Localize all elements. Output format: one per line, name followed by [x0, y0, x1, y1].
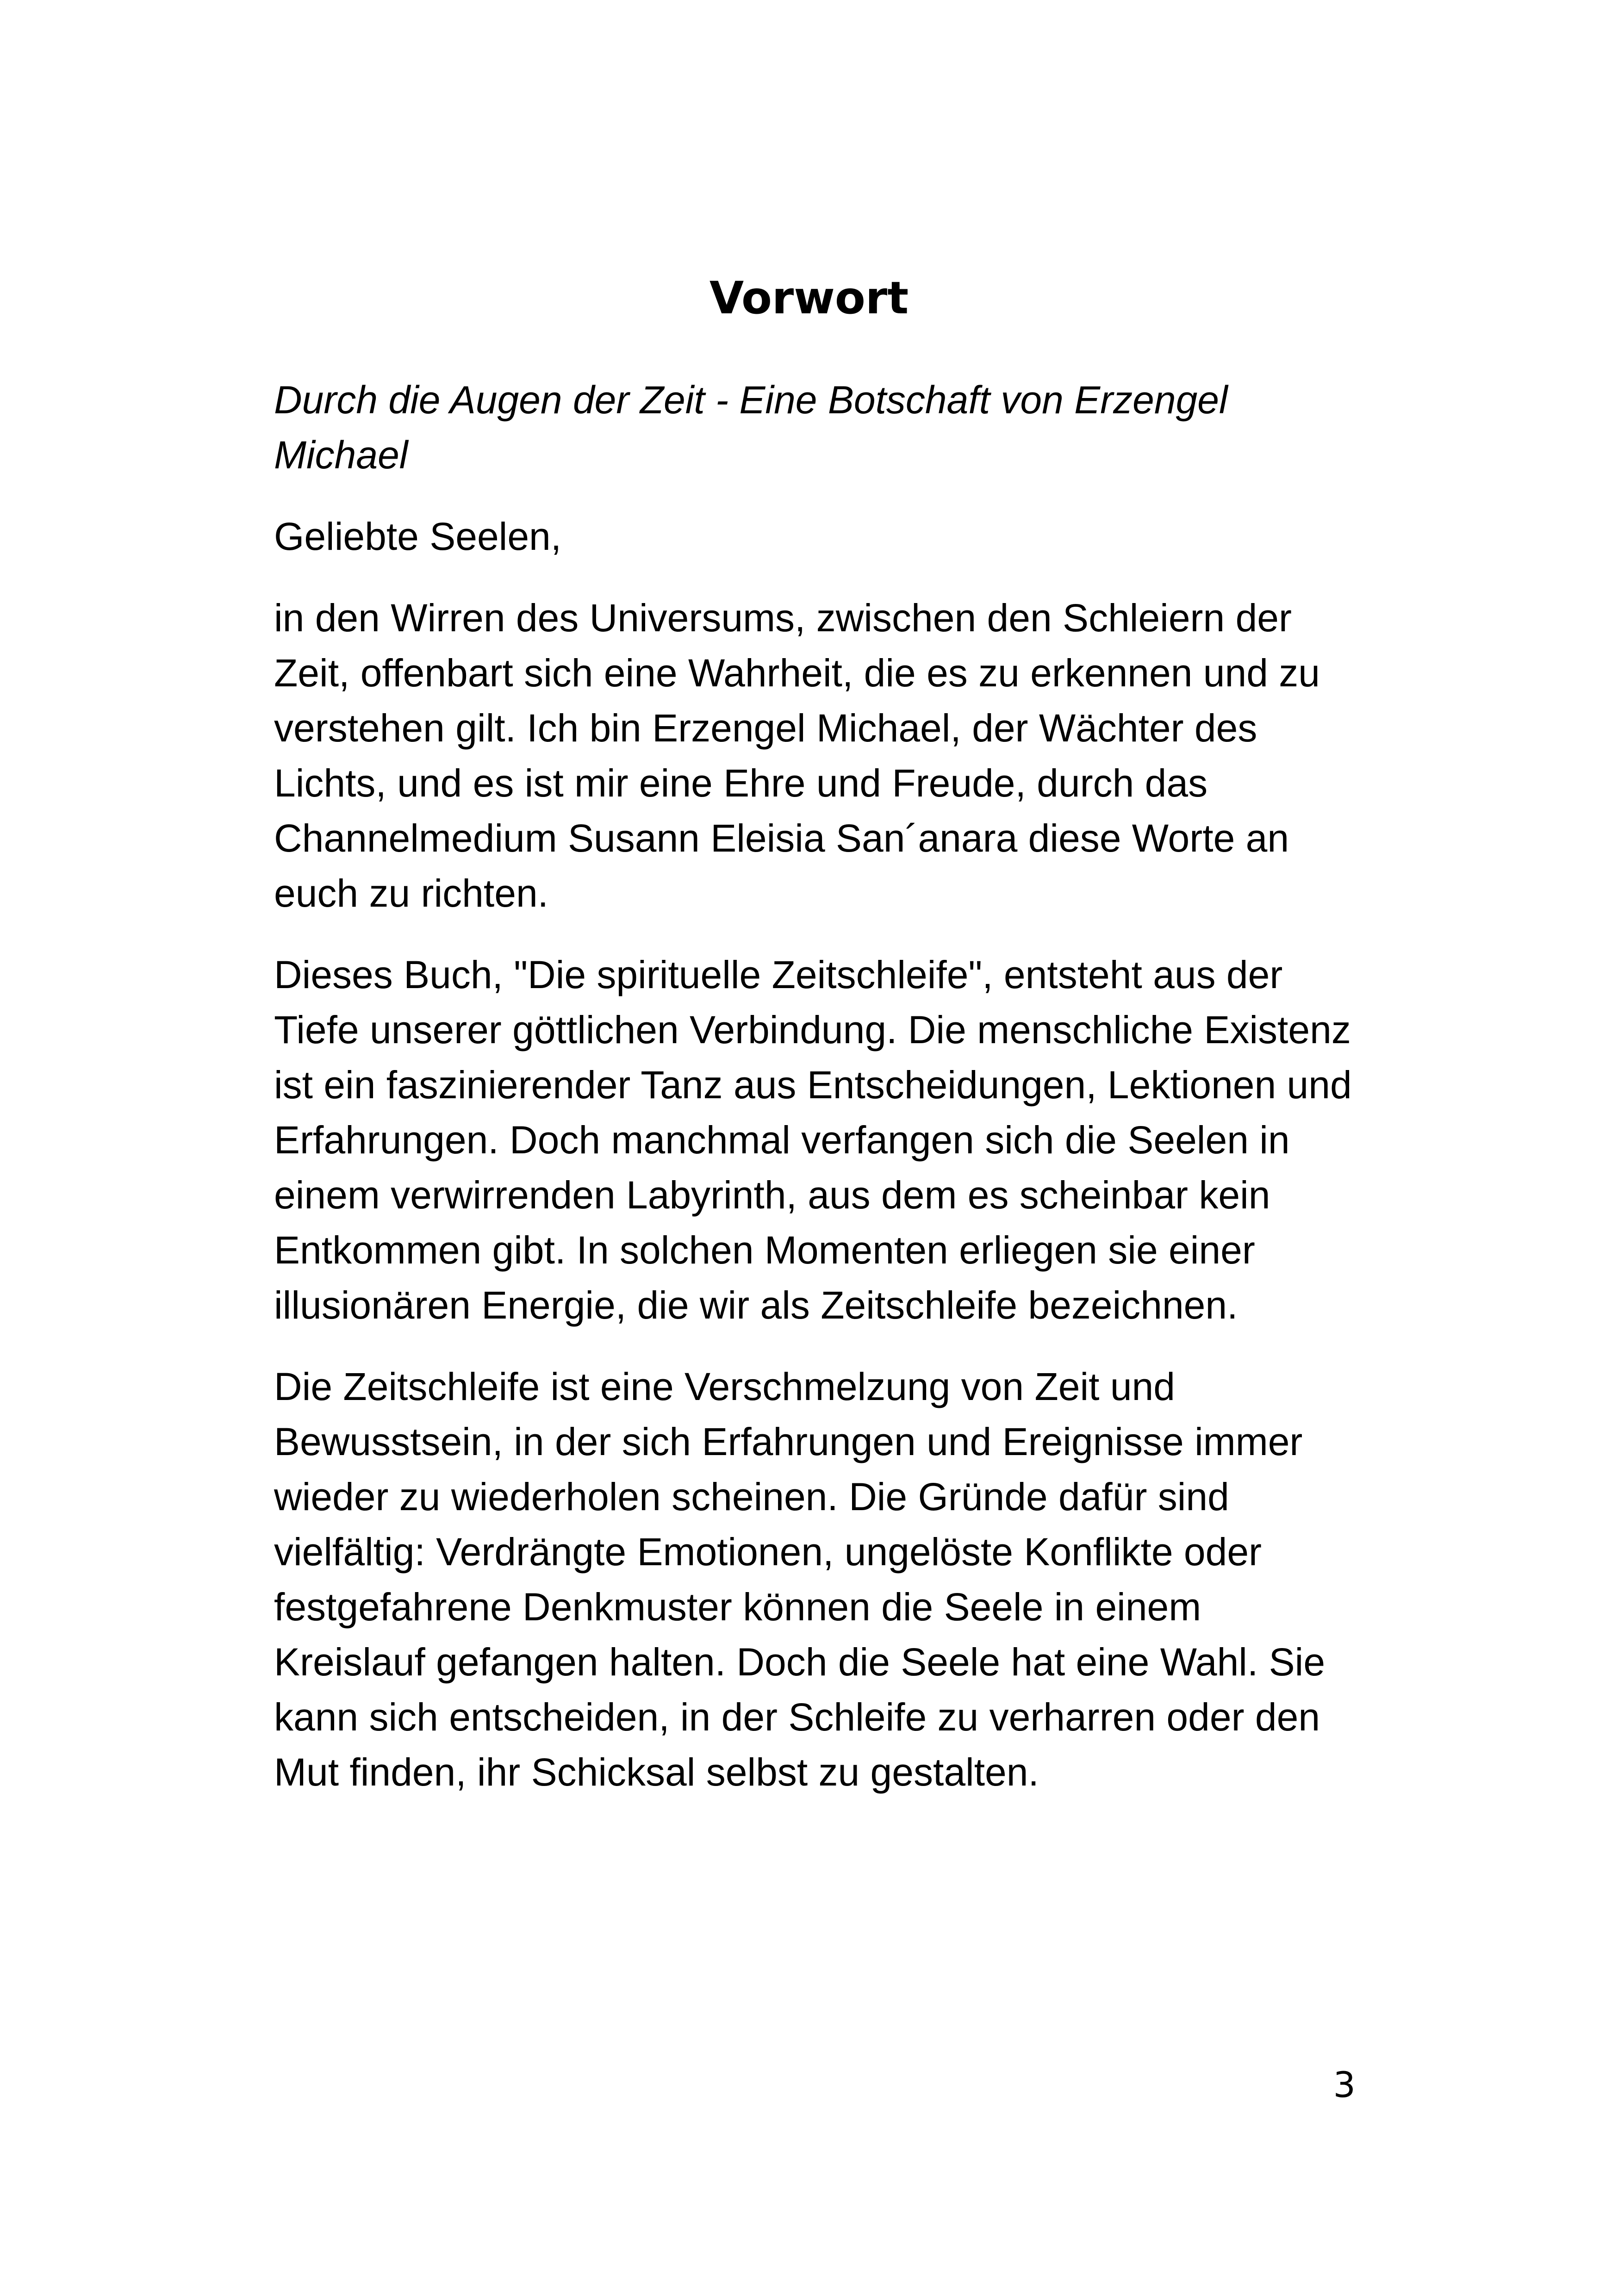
salutation: Geliebte Seelen, — [274, 515, 562, 558]
subtitle: Durch die Augen der Zeit - Eine Botschaft von Erzengel Michael — [274, 378, 1228, 477]
paragraph-3: Die Zeitschleife ist eine Verschmelzung von Zeit und Bewusstsein, in der sich Erfahrungen und Ereignisse immer wieder zu wiederholen scheinen. Die Gründe dafür sind vielfältig: Verdrängte Emotionen, ungelöste Konflikte oder festgefahrene Denkmuster können die Seele in einem Kreislauf gefangen halten. Doch die Seele hat eine Wahl. Sie kann sich entscheiden, in der Schleife zu verharren oder den Mut finden, ihr Schicksal selbst zu gestalten. — [274, 1365, 1326, 1794]
body-text — [274, 373, 1357, 1826]
paragraph-2: Dieses Buch, "Die spirituelle Zeitschleife", entsteht aus der Tiefe unserer göttlichen Verbindung. Die menschliche Existenz ist ein faszinierender Tanz aus Entscheidungen, Lektionen und Erfahrungen. Doch manchmal verfangen sich die Seelen in einem verwirrenden Labyrinth, aus dem es scheinbar kein Entkommen gibt. In solchen Momenten erliegen sie einer illusionären Energie, die wir als Zeitschleife bezeichnen. — [274, 953, 1352, 1327]
paragraph-1: in den Wirren des Universums, zwischen den Schleiern der Zeit, offenbart sich eine Wahrheit, die es zu erkennen und zu verstehen gilt. Ich bin Erzengel Michael, der Wächter des Lichts, und es ist mir eine Ehre und Freude, durch das Channelmedium Susann Eleisia San´anara diese Worte an euch zu richten. — [274, 596, 1320, 915]
page-number: 3 — [1333, 2064, 1356, 2105]
page-title: Vorwort — [709, 272, 909, 324]
